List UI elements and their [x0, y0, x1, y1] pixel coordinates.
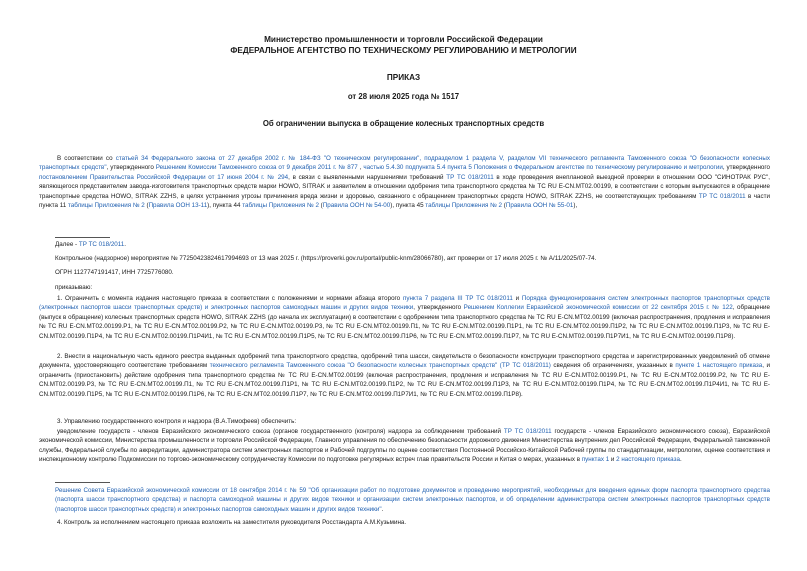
un-rule-link[interactable]: Правила ООН 13-11 [148, 202, 208, 210]
tr-ts-link[interactable]: ТР ТС 018/2011 [503, 428, 552, 435]
annex-table-link[interactable]: таблицы Приложения № 2 [242, 202, 319, 210]
footnote-1 [55, 240, 770, 249]
items-1-link[interactable]: пунктах 1 [581, 456, 610, 464]
intro-paragraph [39, 154, 770, 210]
item-text: . [679, 456, 682, 464]
footnote-divider [55, 482, 110, 483]
item-text: уведомление государств - членов Евразийского экономического союза (органов государственного (контроля) надзора за соблюдением требований [57, 428, 504, 435]
un-rule-link[interactable]: Правила ООН № 55-01 [505, 202, 574, 210]
intro-text: ( [144, 202, 149, 210]
law-link[interactable]: статьей 34 Федерального закона от 27 декабря 2002 г. № 184-ФЗ "О техническом регулировании", подразделом 1 раздела V, разделом VII технического регламента Таможенного союза "О безопасности колесных транспортных средств" [39, 155, 770, 172]
procedure-link[interactable]: Порядка функционирования систем электронных паспортов транспортных средств (электронных паспортов шасси транспортных средств) и электронных паспортов самоходных машин и других видов техники [39, 295, 770, 312]
item-text: 1. Ограничить с момента издания настоящего приказа в соответствии с положениями и нормами абзаца второго [57, 295, 403, 302]
item-3-paragraph [39, 427, 770, 465]
intro-text: ), пункта 45 [390, 202, 426, 210]
intro-text: ), [573, 202, 578, 210]
regulation-link[interactable]: частью 5.4.30 подпункта 5.4 пункта 5 Положения о Федеральном агентстве по техническому регулированию и метрологии [363, 164, 723, 172]
tr-ts-clause-link[interactable]: пункта 7 раздела III ТР ТС 018/2011 [402, 295, 513, 302]
item-text: , обращение (выпуск в обращение) колесных транспортных средств HOWO, SITRAK ZZHS (до начала их эксплуатации) в соответствии с одобрением типа транспортного средства № ТС RU E-CN.МТ02.00199 (включая распространения, продления и исправления № ТС RU E-CN.МТ02.00199.Р1, № ТС RU E-CN.МТ02.00199.Р2, № ТС RU E-CN.МТ02.00199.Р3, № ТС RU E-CN.МТ02.00199.П1, № ТС RU E-CN.МТ02.00199.П1Р1, № ТС RU E-CN.МТ02.00199.П1Р2, № ТС RU E-CN.МТ02.00199.П1Р3, № ТС RU E-CN.МТ02.00199.П1Р4, № ТС RU E-CN.МТ02.00199.П1Р4И1, № ТС RU E-CN.МТ02.00199.П1Р5, № ТС RU E-CN.МТ02.00199.П1Р6, № ТС RU E-CN.МТ02.00199.П1Р7, № ТС RU E-CN.МТ02.00199.П1Р7И1, № ТС RU E-CN.МТ02.00199.П1Р8). [39, 304, 771, 340]
intro-text: в отношении ООО "СИНОТРАК РУС", являющегося представителем завода-изготовителя транспортных средств марки HOWO, SITRAK и заявителем в отношении одобрения типа транспортного средства № ТС RU E-CN.МТ02.00199, в соответствии с которым выпускаются в обращение транспортные средства HOWO, SITRAK ZZHS, в целях устранения угрозы причинения вреда жизни и здоровью, связанного с обращением транспортных средств HOWO, SITRAK ZZHS, не соответствующих требованиям [39, 173, 770, 200]
decision-59-link[interactable]: Решение Совета Евразийской экономической комиссии от 18 сентября 2014 г. № 59 "Об организации работ по подготовке документов и проведению мероприятий, необходимых для введения единых форм паспорта транспортного средства (паспорта шасси транспортного средства) и паспорта самоходной машины и других видов техники и организации систем электронных паспортов, и об определении администратора систем электронных паспортов транспортных средств (паспортов шасси транспортных средств) и электронных паспортов самоходных машин и других видов техники" [55, 487, 770, 513]
intro-text: в ходе проведения внеплановой выездной проверки [493, 173, 657, 181]
intro-text: ), пункта 44 [207, 202, 243, 210]
item-text: 2. Внести в национальную часть единого реестра выданных одобрений типа транспортного средства, одобрений типа шасси, свидетельств о безопасности конструкции транспортного средства и зарегистрированных уведомлений об отмене документа, удостоверяющего соответствие требованиям [39, 353, 770, 370]
decree-294-link[interactable]: постановлением Правительства Российской Федерации от 17 июня 2004 г. № 294 [39, 173, 289, 181]
item-1-link[interactable]: пункте 1 настоящего приказа [675, 362, 763, 370]
item-text: , и ограничить (приостановить) действие одобрения типа транспортного средства № ТС RU E-CN.МТ02.00199 (включая распространения, продления и исправления № ТС RU E-CN.МТ02.00199.Р1, № ТС RU E-CN.МТ02.00199.Р2, № ТС RU E-CN.МТ02.00199.Р3, № ТС RU E-CN.МТ02.00199.П1, № ТС RU E-CN.МТ02.00199.П1Р1, № ТС RU E-CN.МТ02.00199.П1Р2, № ТС RU E-CN.МТ02.00199.П1Р3, № ТС RU E-CN.МТ02.00199.П1Р4, № ТС RU E-CN.МТ02.00199.П1Р4И1, № ТС RU E-CN.МТ02.00199.П1Р5, № ТС RU E-CN.МТ02.00199.П1Р6, № ТС RU E-CN.МТ02.00199.П1Р7, № ТС RU E-CN.МТ02.00199.П1Р7И1, № ТС RU E-CN.МТ02.00199.П1Р8). [39, 362, 771, 398]
footnote-divider [55, 237, 110, 238]
intro-text: в части пункта 11 [39, 192, 770, 210]
agency-title: ФЕДЕРАЛЬНОЕ АГЕНТСТВО ПО ТЕХНИЧЕСКОМУ РЕГУЛИРОВАНИЮ И МЕТРОЛОГИИ [230, 46, 577, 55]
orders-label: приказываю: [55, 284, 93, 291]
item-2-paragraph [39, 352, 770, 399]
item-text: и Рабочей подгруппы по оценке соответствия Постоянной Российско-Китайской Рабочей группы по стандартизации, метрологии, оценке соответствия и инспекционному контролю Подкомиссии по торгово-экономическому сотрудничеству Комиссии по подготовке регулярных встреч глав правительств России и Китая о мерах, указанных в [39, 446, 770, 464]
intro-text: В соответствии со [57, 155, 116, 162]
item-4-paragraph: 4. Контроль за исполнением настоящего приказа возложить на заместителя руководителя Росстандарта А.М.Кузьмина. [57, 519, 407, 526]
item-text: и [609, 456, 617, 464]
annex-table-link[interactable]: таблицы Приложения № 2 [68, 202, 145, 210]
footnote-2: Контрольное (надзорное) мероприятие № 77250423824617994693 от 13 мая 2025 г. (https://proverki.gov.ru/portal/public-knm/28066780), акт проверки от 17 июля 2025 г. № А/11/2025/07-74. [55, 255, 597, 262]
item-3-heading: 3. Управлению государственного контроля и надзора (В.А.Тимофеев) обеспечить: [57, 418, 297, 425]
item-text: и [512, 295, 522, 302]
footnote-4 [55, 486, 770, 514]
intro-text: , [357, 164, 364, 172]
intro-text: ( [502, 202, 506, 210]
intro-text: ( [318, 202, 323, 210]
footnote-3: ОГРН 1127747191417, ИНН 7725776080. [55, 269, 174, 276]
items-2-link[interactable]: 2 настоящего приказа [616, 456, 680, 464]
decision-877-link[interactable]: Решением Комиссии Таможенного союза от 9 декабря 2011 г. № 877 [155, 164, 358, 172]
tr-ts-link[interactable]: ТР ТС 018/2011 [446, 173, 494, 181]
annex-table-link[interactable]: таблицы Приложения № 2 [425, 202, 503, 210]
document-date-number: от 28 июля 2025 года № 1517 [347, 92, 460, 101]
tr-ts-link[interactable]: ТР ТС 018/2011 [698, 192, 746, 200]
intro-text: , в связи с выявленными нарушениями требований [288, 173, 447, 181]
document-type: ПРИКАЗ [386, 73, 421, 82]
intro-text: , утвержденного [106, 164, 156, 172]
decision-122-link[interactable]: Решением Коллегии Евразийской экономической комиссии от 22 сентября 2015 г. № 122 [463, 304, 733, 312]
item-text: государств - членов Евразийского экономического союза), Евразийской экономической комиссии, Министерства промышленности и торговли Российской Федерации, Главного управления по обеспечению безопасности дорожного движения Министерства внутренних дел Российской Федерации, Федеральной таможенной службы, Федеральной службы по аккредитации, администратора систем электронных паспортов [39, 428, 771, 454]
item-text: , утвержденного [413, 304, 464, 312]
tr-ts-link[interactable]: ТР ТС 018/2011 [78, 241, 125, 248]
un-rule-link[interactable]: Правила ООН № 54-00 [322, 202, 391, 210]
document-title: Об ограничении выпуска в обращение колесных транспортных средств [262, 119, 545, 128]
tr-ts-full-link[interactable]: технического регламента Таможенного союза "О безопасности колесных транспортных средств" (ТР ТС 018/2011) [209, 362, 551, 370]
intro-text: , утвержденного [722, 164, 771, 172]
item-text: сведения об ограничениях, указанных в [550, 362, 676, 370]
footnote-text: . [381, 505, 384, 513]
footnote-text: Далее - [55, 241, 79, 248]
ministry-title: Министерство промышленности и торговли Российской Федерации [264, 35, 543, 44]
item-1-paragraph [39, 294, 770, 341]
footnote-text: . [124, 241, 127, 248]
